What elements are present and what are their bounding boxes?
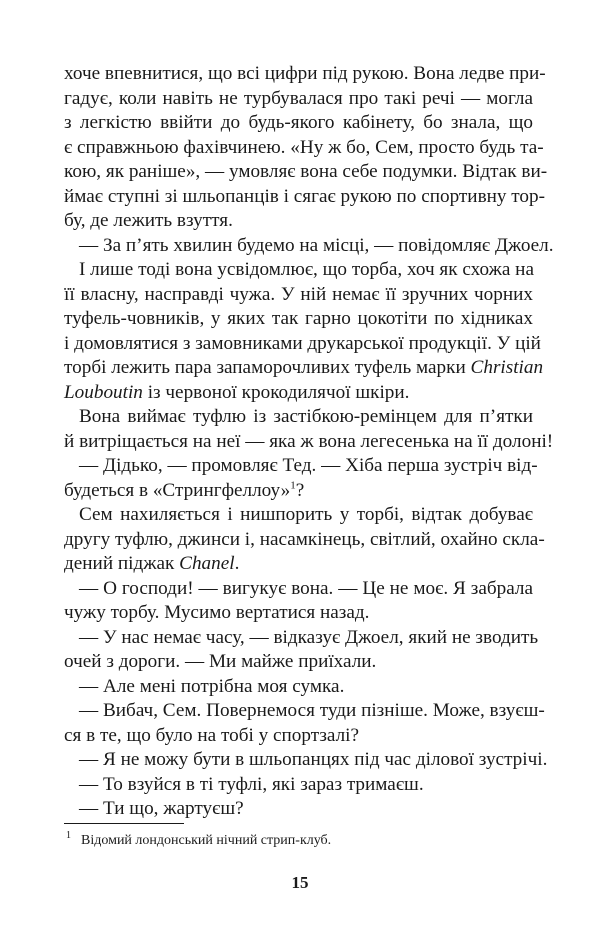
text-line: — Ти що, жартуєш? bbox=[79, 798, 244, 819]
text-line: бу, де лежить взуття. bbox=[64, 210, 233, 231]
text-line: й витріщається на неї — яка ж вона легесенька на її долоні! bbox=[64, 430, 554, 452]
text-line: Вона виймає туфлю із застібкою-ремінцем для п’ятки bbox=[79, 406, 533, 427]
text-line: ймає ступні зі шльопанців і сягає рукою по спортивну тор- bbox=[64, 185, 545, 207]
footnote-divider bbox=[64, 823, 184, 824]
text-line: Louboutin із червоної крокодилячої шкіри. bbox=[64, 381, 410, 403]
text-line: торбі лежить пара запаморочливих туфель марки Christian bbox=[64, 357, 544, 378]
footnote-reference[interactable]: 1 bbox=[290, 479, 296, 492]
text-line: хоче впевнитися, що всі цифри під рукою. Вона ледве при- bbox=[64, 63, 546, 84]
brand-name: Chanel bbox=[179, 553, 235, 574]
text-line: з легкістю ввійти до будь-якого кабінету, бо знала, що bbox=[64, 112, 533, 133]
text-line: — У нас немає часу, — відказує Джоел, який не зводить bbox=[79, 626, 539, 648]
text-line: — За п’ять хвилин будемо на місці, — повідомляє Джоел. bbox=[79, 234, 554, 256]
text-line: — О господи! — вигукує вона. — Це не моє. Я забрала bbox=[79, 577, 533, 599]
text-line-with-footnote bbox=[64, 479, 533, 504]
text-line: ся в те, що було на тобі у спортзалі? bbox=[64, 724, 360, 746]
text-fragment: ? bbox=[295, 479, 305, 501]
footnote-number: 1 bbox=[66, 830, 71, 842]
brand-name: Louboutin bbox=[64, 381, 143, 403]
text-line: дений піджак Chanel. bbox=[64, 553, 240, 574]
text-line: — Але мені потрібна моя сумка. bbox=[79, 675, 345, 697]
text-line: туфель-човників, у яких так гарно цокотіти по хідниках bbox=[64, 308, 533, 329]
page-number: 15 bbox=[291, 873, 309, 892]
footnote bbox=[64, 832, 533, 850]
text-line: — Вибач, Сем. Повернемося туди пізніше. Може, взуєш- bbox=[79, 700, 545, 721]
text-line: гадує, коли навіть не турбувалася про такі речі — могла bbox=[64, 87, 533, 109]
text-line: — Я не можу бути в шльопанцях під час ділової зустрічі. bbox=[79, 749, 548, 770]
text-line: другу туфлю, джинси і, насамкінець, світлий, охайно скла- bbox=[64, 528, 545, 550]
text-line: і домовлятися з замовниками друкарської продукції. У цій bbox=[64, 332, 541, 354]
text-line: чужу торбу. Мусимо вертатися назад. bbox=[64, 602, 370, 623]
text-line: — То взуйся в ті туфлі, які зараз тримаєш. bbox=[79, 773, 424, 795]
text-line: очей з дороги. — Ми майже приїхали. bbox=[64, 651, 377, 672]
text-line: Сем нахиляється і нишпорить у торбі, відтак добуває bbox=[79, 504, 533, 525]
text-line: — Дідько, — промовляє Тед. — Хіба перша зустріч від- bbox=[79, 455, 538, 476]
text-fragment: будеться в «Стрингфеллоу» bbox=[64, 479, 291, 501]
text-line: її власну, насправді чужа. У ній немає її зручних чорних bbox=[64, 283, 533, 305]
text-line: І лише тоді вона усвідомлює, що торба, хоч як схожа на bbox=[79, 259, 534, 280]
text-line: кою, як раніше», — умовляє вона себе подумки. Відтак ви- bbox=[64, 161, 548, 182]
brand-name: Christian bbox=[470, 357, 544, 378]
footnote-text: Відомий лондонський нічний стрип-клуб. bbox=[81, 833, 332, 848]
text-line: є справжньою фахівчинею. «Ну ж бо, Сем, просто будь та- bbox=[64, 136, 544, 158]
body-text bbox=[64, 62, 554, 822]
